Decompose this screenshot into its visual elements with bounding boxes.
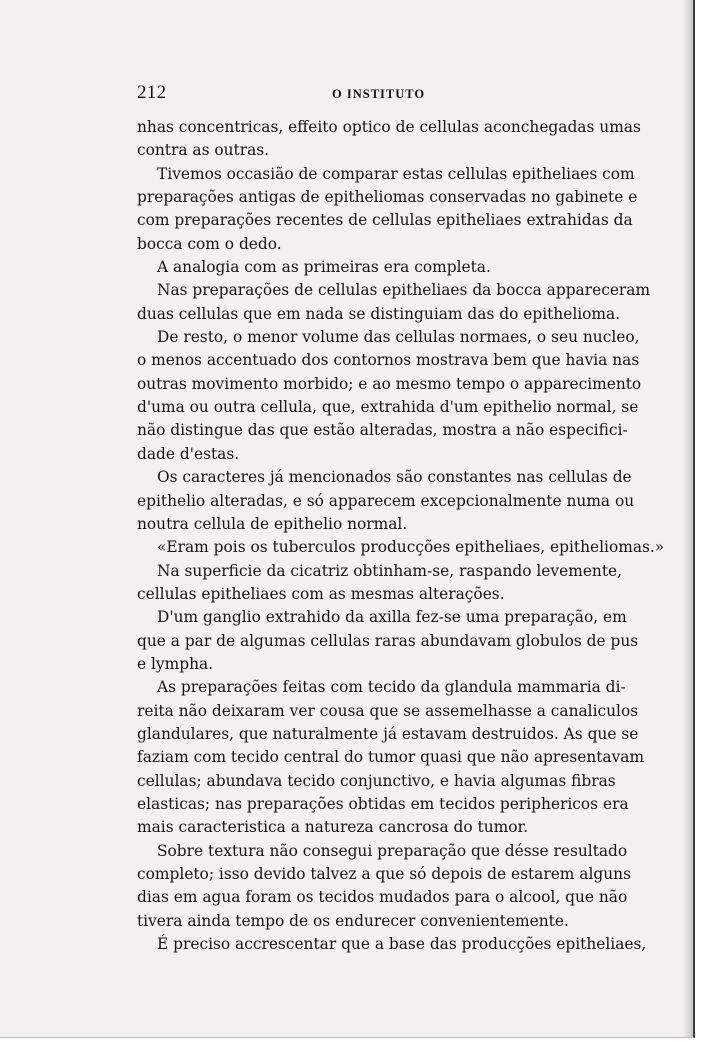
- text-line: reita não deixaram ver cousa que se assemelhasse a canaliculos: [137, 701, 639, 720]
- page-header: [137, 82, 611, 106]
- text-line: cellulas epitheliaes com as mesmas alterações.: [137, 584, 505, 603]
- text-line: Tivemos occasião de comparar estas cellulas epitheliaes com: [157, 164, 635, 183]
- text-line: contra as outras.: [137, 141, 270, 160]
- text-line: bocca com o dedo.: [137, 234, 282, 253]
- page-number: 212: [137, 82, 167, 103]
- text-line: epithelio alteradas, e só apparecem excepcionalmente numa ou: [137, 491, 635, 510]
- text-line: glandulares, que naturalmente já estavam destruidos. As que se: [137, 724, 639, 743]
- text-line: não distingue das que estão alteradas, mostra a não especifici-: [137, 421, 628, 440]
- text-line: D'um ganglio extrahido da axilla fez-se uma preparação, em: [157, 608, 627, 627]
- text-line: faziam com tecido central do tumor quasi que não apresentavam: [137, 748, 645, 767]
- text-line: Nas preparações de cellulas epitheliaes da bocca appareceram: [157, 281, 651, 300]
- text-line: Os caracteres já mencionados são constantes nas cellulas de: [157, 468, 632, 487]
- text-line: completo; isso devido talvez a que só depois de estarem alguns: [137, 865, 631, 883]
- text-line: o menos accentuado dos contornos mostrava bem que havia nas: [137, 351, 640, 370]
- text-line: mais caracteristica a natureza cancrosa do tumor.: [137, 818, 529, 837]
- text-line: cellulas; abundava tecido conjunctivo, e havia algumas fibras: [137, 771, 616, 790]
- text-line: Sobre textura não consegui preparação que désse resultado: [157, 841, 628, 860]
- text-line: preparações antigas de epitheliomas conservadas no gabinete e: [137, 188, 638, 207]
- text-line: Na superficie da cicatriz obtinham-se, raspando levemente,: [157, 561, 623, 580]
- text-line: As preparações feitas com tecido da glandula mammaria di-: [157, 678, 626, 697]
- text-line: É preciso accrescentar que a base das producções epitheliaes,: [157, 935, 647, 954]
- text-line: dade d'estas.: [137, 444, 240, 463]
- text-line: elasticas; nas preparações obtidas em tecidos periphericos era: [137, 794, 629, 813]
- text-line: «Eram pois os tuberculos producções epitheliaes, epitheliomas.»: [157, 538, 665, 557]
- text-line: De resto, o menor volume das cellulas normaes, o seu nucleo,: [157, 328, 640, 347]
- text-line: e lympha.: [137, 654, 214, 673]
- text-line: duas cellulas que em nada se distinguiam das do epithelioma.: [137, 304, 621, 323]
- text-line: outras movimento morbido; e ao mesmo tempo o apparecimento: [137, 374, 642, 393]
- body-text: [137, 116, 665, 956]
- text-line: d'uma ou outra cellula, que, extrahida d'um epithelio normal, se: [137, 398, 639, 417]
- text-line: tivera ainda tempo de os endurecer convenientemente.: [137, 911, 569, 930]
- text-line: dias em agua foram os tecidos mudados para o alcool, que não: [137, 888, 628, 907]
- text-line: nhas concentricas, effeito optico de cellulas aconchegadas umas: [137, 118, 641, 136]
- text-line: com preparações recentes de cellulas epitheliaes extrahidas da: [137, 211, 633, 230]
- text-line: A analogia com as primeiras era completa.: [157, 258, 491, 277]
- running-title: O INSTITUTO: [332, 87, 426, 101]
- text-line: que a par de algumas cellulas raras abundavam globulos de pus: [137, 631, 639, 650]
- text-line: noutra cellula de epithelio normal.: [137, 514, 408, 533]
